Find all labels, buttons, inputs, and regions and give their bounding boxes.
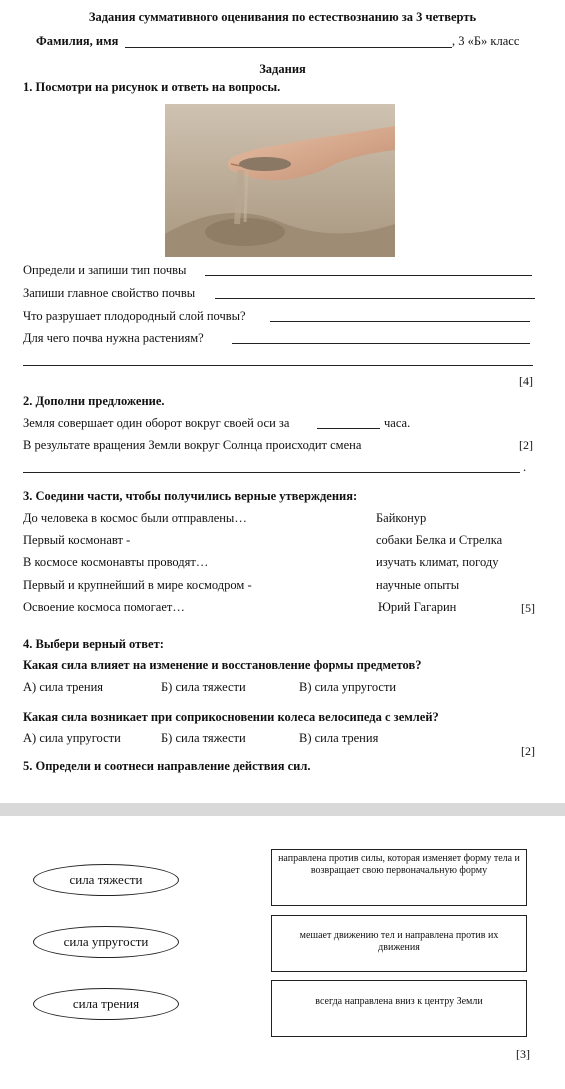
force-oval-gravity[interactable]: сила тяжести [33,864,179,896]
task2-score: [2] [519,438,533,452]
answer-line-3[interactable] [270,321,530,322]
task1-question-3: Что разрушает плодородный слой почвы? [23,309,246,323]
force-oval-elasticity[interactable]: сила упругости [33,926,179,958]
task3-left-1: До человека в космос были отправлены… [23,511,247,525]
name-label: Фамилия, имя [36,34,119,48]
description-box-1[interactable]: направлена против силы, которая изменяет форму тела и возвращает свою первоначальную форму [271,849,527,906]
document-title: Задания суммативного оценивания по естествознанию за 3 четверть [88,10,477,24]
force-oval-friction[interactable]: сила трения [33,988,179,1020]
q1-option-a[interactable]: А) сила трения [23,680,104,694]
task5-title: 5. Определи и соотнеси направление действия сил. [23,759,311,773]
name-input-line[interactable] [125,47,452,48]
answer-line-1[interactable] [205,275,532,276]
section-title: Задания [259,62,306,76]
task4-title: 4. Выбери верный ответ: [23,637,164,651]
task3-right-5: Юрий Гагарин [378,600,457,614]
q2-option-a[interactable]: А) сила упругости [23,731,121,745]
task4-score: [2] [521,744,535,758]
answer-line-2[interactable] [215,298,535,299]
task2-answer-line[interactable] [23,472,520,473]
description-box-2[interactable]: мешает движению тел и направлена против их движения [271,915,527,972]
sand-photo-icon [165,104,395,257]
task3-right-3: изучать климат, погоду [376,555,499,569]
task1-question-1: Определи и запиши тип почвы [23,263,187,277]
q2-option-c[interactable]: В) сила трения [299,731,379,745]
task4-question-2: Какая сила возникает при соприкосновении колеса велосипеда с землей? [23,710,439,724]
answer-line-4[interactable] [232,343,530,344]
task3-left-5: Освоение космоса помогает… [23,600,185,614]
description-box-3[interactable]: всегда направлена вниз к центру Земли [271,980,527,1037]
task2-title: 2. Дополни предложение. [23,394,165,408]
class-label: , 3 «Б» класс [452,34,520,48]
task3-title: 3. Соедини части, чтобы получились верные утверждения: [23,489,358,503]
q2-option-b[interactable]: Б) сила тяжести [161,731,246,745]
task3-right-4: научные опыты [376,578,460,592]
answer-line-5[interactable] [23,365,533,366]
task2-sentence-2: В результате вращения Земли вокруг Солнца происходит смена [23,438,362,452]
task2-end-dot: . [523,460,527,474]
page-separator [0,803,565,816]
hours-blank[interactable] [317,428,380,429]
q1-option-b[interactable]: Б) сила тяжести [161,680,246,694]
task1-score: [4] [519,374,533,388]
task3-score: [5] [521,601,535,615]
task4-question-1: Какая сила влияет на изменение и восстановление формы предметов? [23,658,422,672]
task3-right-1: Байконур [376,511,427,525]
task1-title: 1. Посмотри на рисунок и ответь на вопросы. [23,80,281,94]
task2-sentence-1: Земля совершает один оборот вокруг своей оси за [23,416,290,430]
task2-sentence-1-end: часа. [384,416,411,430]
task3-left-3: В космосе космонавты проводят… [23,555,209,569]
q1-option-c[interactable]: В) сила упругости [299,680,397,694]
task3-left-2: Первый космонавт - [23,533,131,547]
task5-score: [3] [516,1047,530,1061]
task3-left-4: Первый и крупнейший в мире космодром - [23,578,252,592]
task1-question-2: Запиши главное свойство почвы [23,286,196,300]
task1-question-4: Для чего почва нужна растениям? [23,331,204,345]
task3-right-2: собаки Белка и Стрелка [376,533,503,547]
sand-in-hand-photo [165,104,395,257]
